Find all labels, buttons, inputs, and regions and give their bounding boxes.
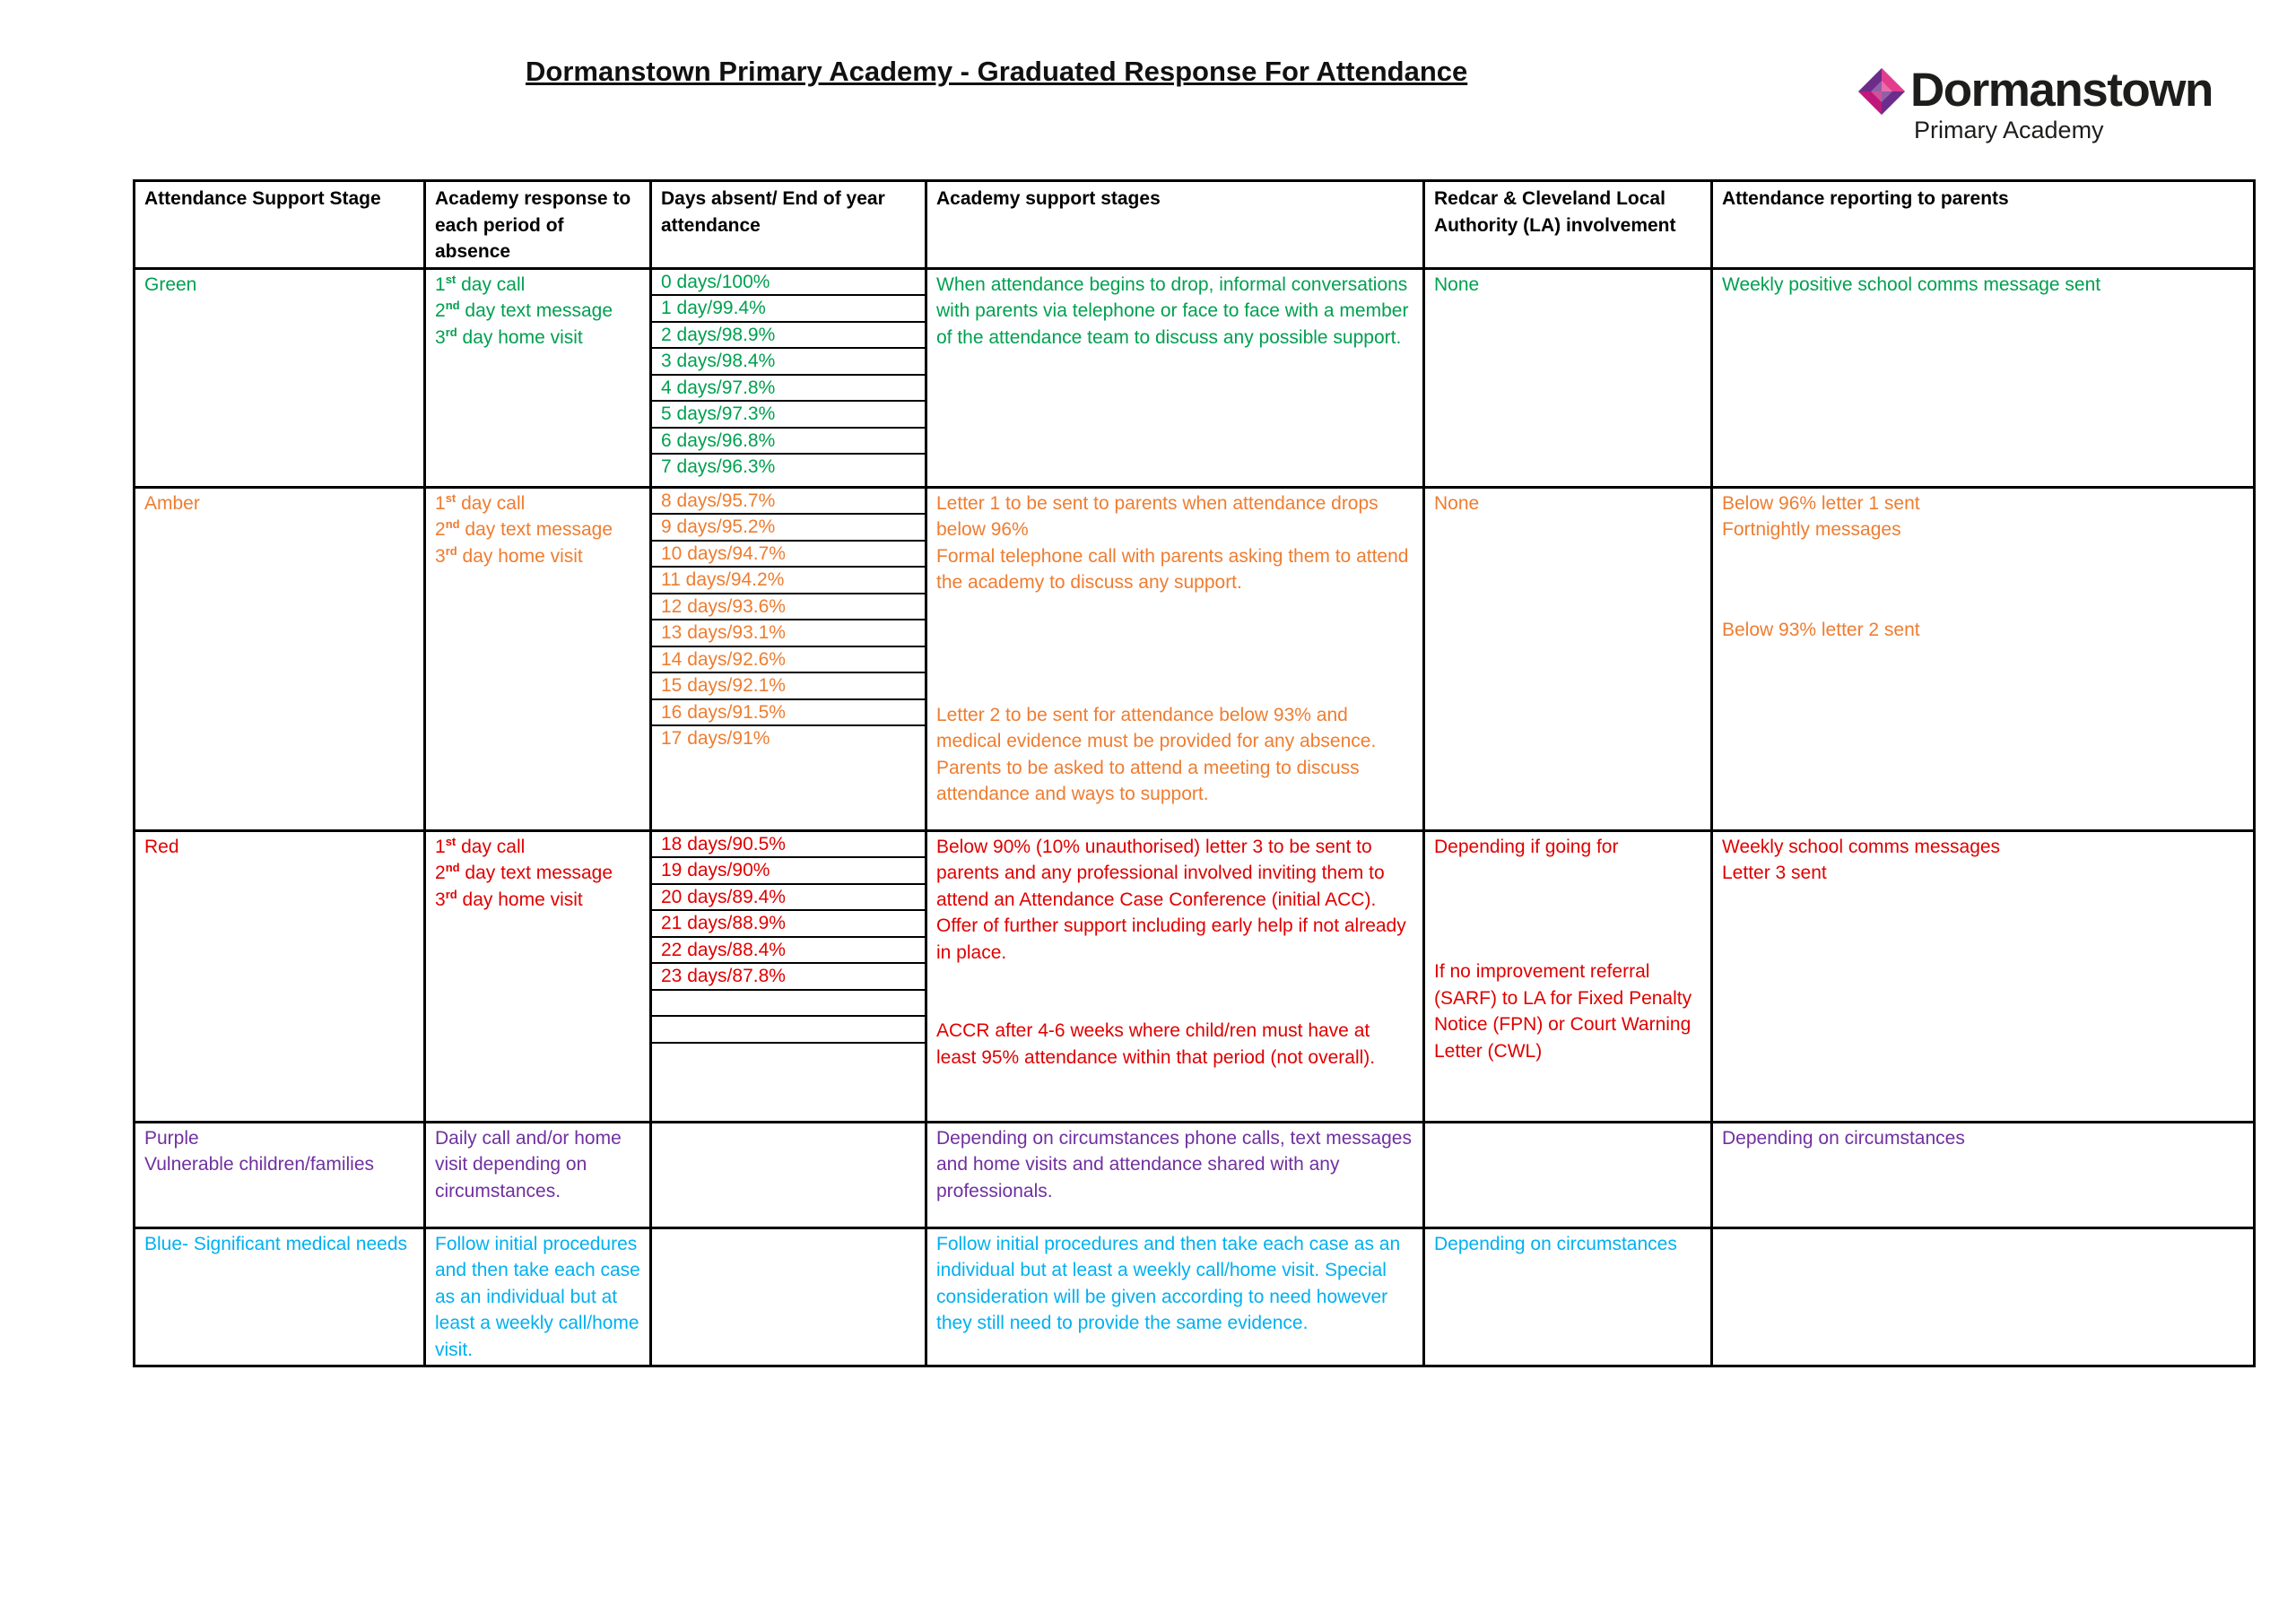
day-entry: 16 days/91.5% <box>652 700 925 727</box>
header-support: Academy support stages <box>926 181 1424 269</box>
day-entry: 10 days/94.7% <box>652 542 925 568</box>
amber-la: None <box>1424 487 1712 830</box>
header-days: Days absent/ End of year attendance <box>651 181 926 269</box>
day-entry: 13 days/93.1% <box>652 620 925 647</box>
day-entry: 7 days/96.3% <box>661 456 776 477</box>
green-response-3: 3rd day home visit <box>435 325 583 348</box>
red-stage: Red <box>135 830 425 1122</box>
green-support: When attendance begins to drop, informal conversations with parents via telephone or face to face with a member of the attendance team to discuss any possible support. <box>926 268 1424 487</box>
header-reporting: Attendance reporting to parents <box>1712 181 2255 269</box>
day-entry: 21 days/88.9% <box>652 911 925 938</box>
day-entry: 22 days/88.4% <box>652 938 925 965</box>
red-la-depending: Depending if going for <box>1434 836 1619 857</box>
row-amber <box>135 487 2255 830</box>
day-entry: 2 days/98.9% <box>652 323 925 350</box>
red-reporting-weekly: Weekly school comms messages <box>1722 836 2001 857</box>
red-la-referral: If no improvement referral (SARF) to LA for Fixed Penalty Notice (FPN) or Court Warning Letter (CWL) <box>1434 961 1692 1062</box>
header-row <box>135 181 2255 269</box>
day-entry: 6 days/96.8% <box>652 429 925 455</box>
day-entry <box>652 991 925 1018</box>
amber-reporting-fortnightly: Fortnightly messages <box>1722 519 1901 540</box>
red-response-2: 2nd day text message <box>435 861 613 883</box>
document-title: Dormanstown Primary Academy - Graduated Response For Attendance <box>526 56 1468 87</box>
red-days <box>651 830 926 1122</box>
academy-logo <box>1857 57 2224 156</box>
logo-subtitle: Primary Academy <box>1914 117 2104 143</box>
green-response <box>425 268 651 487</box>
amber-support-letter2: Letter 2 to be sent for attendance below 93% and medical evidence must be provided for any absence. Parents to be asked to attend a meeting to discuss attendance and ways to support. <box>936 704 1377 804</box>
header-response: Academy response to each period of absence <box>425 181 651 269</box>
day-entry: 9 days/95.2% <box>652 515 925 542</box>
day-entry: 4 days/97.8% <box>652 376 925 403</box>
purple-stage-desc: Vulnerable children/families <box>144 1154 375 1175</box>
day-entry: 3 days/98.4% <box>652 349 925 376</box>
purple-reporting: Depending on circumstances <box>1712 1122 2255 1227</box>
red-support-accr: ACCR after 4-6 weeks where child/ren must have at least 95% attendance within that period (not overall). <box>936 1020 1376 1068</box>
day-entry: 5 days/97.3% <box>652 402 925 429</box>
red-la <box>1424 830 1712 1122</box>
amber-response-2: 2nd day text message <box>435 517 613 540</box>
blue-support: Follow initial procedures and then take each case as an individual but at least a weekly call/home visit. Special consideration will be given according to need however they still need to provide the same evidence. <box>926 1227 1424 1366</box>
row-red <box>135 830 2255 1122</box>
green-response-1: 1st day call <box>435 272 526 295</box>
amber-response <box>425 487 651 830</box>
header-la: Redcar & Cleveland Local Authority (LA) involvement <box>1424 181 1712 269</box>
day-entry: 14 days/92.6% <box>652 647 925 674</box>
blue-response: Follow initial procedures and then take each case as an individual but at least a weekly call/home visit. <box>425 1227 651 1366</box>
day-entry: 23 days/87.8% <box>652 964 925 991</box>
purple-days <box>651 1122 926 1227</box>
day-entry: 0 days/100% <box>652 270 925 297</box>
day-entry: 1 day/99.4% <box>652 296 925 323</box>
amber-reporting <box>1712 487 2255 830</box>
red-support <box>926 830 1424 1122</box>
amber-support-letter1: Letter 1 to be sent to parents when attendance drops below 96% <box>936 492 1378 540</box>
amber-reporting-letter1: Below 96% letter 1 sent <box>1722 492 1920 514</box>
logo-wordmark: Dormanstown <box>1910 64 2213 117</box>
day-entry: 11 days/94.2% <box>652 568 925 594</box>
amber-stage: Amber <box>135 487 425 830</box>
red-response-3: 3rd day home visit <box>435 887 583 910</box>
purple-stage <box>135 1122 425 1227</box>
green-reporting: Weekly positive school comms message sent <box>1712 268 2255 487</box>
blue-la: Depending on circumstances <box>1424 1227 1712 1366</box>
day-entry: 19 days/90% <box>652 858 925 885</box>
blue-days <box>651 1227 926 1366</box>
header-stage: Attendance Support Stage <box>135 181 425 269</box>
diamond-logo-icon <box>1857 66 1907 120</box>
row-green <box>135 268 2255 487</box>
blue-stage: Blue- Significant medical needs <box>135 1227 425 1366</box>
day-entry: 12 days/93.6% <box>652 594 925 621</box>
amber-days <box>651 487 926 830</box>
amber-response-3: 3rd day home visit <box>435 543 583 567</box>
amber-support <box>926 487 1424 830</box>
red-reporting-letter3: Letter 3 sent <box>1722 863 1827 883</box>
red-response-1: 1st day call <box>435 834 526 857</box>
blue-reporting <box>1712 1227 2255 1366</box>
attendance-table <box>133 179 2256 1367</box>
purple-response: Daily call and/or home visit depending on circumstances. <box>425 1122 651 1227</box>
amber-reporting-letter2: Below 93% letter 2 sent <box>1722 619 1920 640</box>
row-purple <box>135 1122 2255 1227</box>
green-response-2: 2nd day text message <box>435 299 613 321</box>
day-entry <box>652 1017 925 1044</box>
row-blue <box>135 1227 2255 1366</box>
day-entry: 15 days/92.1% <box>652 673 925 700</box>
day-entry: 8 days/95.7% <box>652 489 925 516</box>
purple-la <box>1424 1122 1712 1227</box>
green-la: None <box>1424 268 1712 487</box>
purple-support: Depending on circumstances phone calls, text messages and home visits and attendance shared with any professionals. <box>926 1122 1424 1227</box>
day-entry: 17 days/91% <box>661 728 770 749</box>
day-entry: 20 days/89.4% <box>652 885 925 912</box>
purple-stage-name: Purple <box>144 1127 199 1149</box>
red-support-letter3: Below 90% (10% unauthorised) letter 3 to be sent to parents and any professional involved inviting them to attend an Attendance Case Conference (initial ACC). Offer of further support including early help if not already in place. <box>936 836 1406 963</box>
green-stage: Green <box>135 268 425 487</box>
amber-support-call: Formal telephone call with parents asking them to attend the academy to discuss any support. <box>936 545 1409 593</box>
red-response <box>425 830 651 1122</box>
red-reporting <box>1712 830 2255 1122</box>
green-days <box>651 268 926 487</box>
day-entry: 18 days/90.5% <box>652 832 925 859</box>
amber-response-1: 1st day call <box>435 490 526 514</box>
